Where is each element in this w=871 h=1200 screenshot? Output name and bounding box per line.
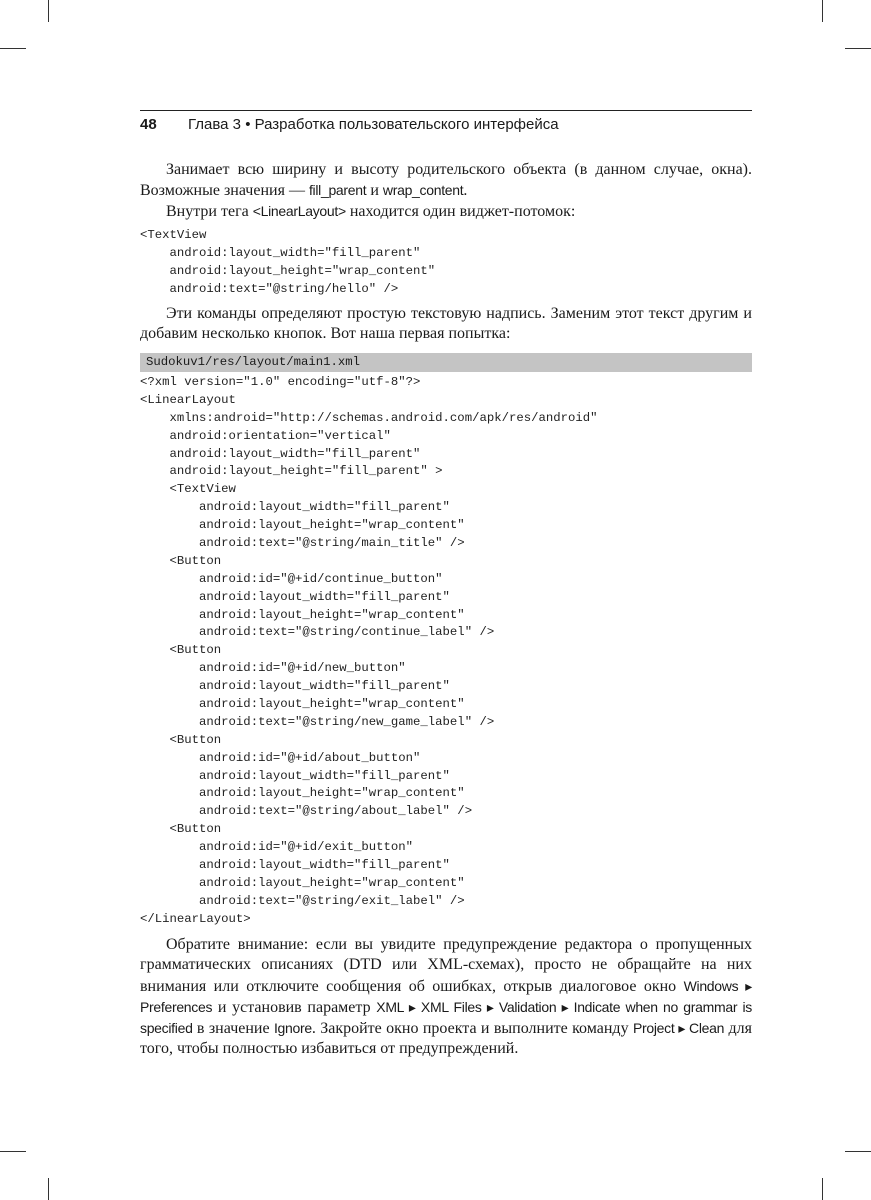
paragraph-text: Внутри тега (166, 203, 253, 220)
code-line: android:layout_width="fill_parent" (140, 589, 450, 604)
paragraph-text: и установив параметр (212, 998, 377, 1016)
code-line: <LinearLayout (140, 392, 236, 407)
code-file-caption: Sudokuv1/res/layout/main1.xml (140, 353, 752, 372)
crop-mark (845, 1151, 871, 1152)
code-line: android:id="@+id/continue_button" (140, 571, 443, 586)
inline-term: <LinearLayout> (252, 203, 346, 219)
inline-term: wrap_content (382, 182, 464, 199)
paragraph (140, 201, 752, 222)
code-line: xmlns:android="http://schemas.android.com/apk/res/android" (140, 410, 598, 425)
code-line: android:layout_width="fill_parent" (140, 245, 421, 260)
paragraph-text: для того, чтобы полностью избавиться от предупреждений. (140, 1020, 752, 1058)
page-number: 48 (140, 116, 157, 133)
paragraph-text: находится один виджет-потомок: (345, 203, 576, 220)
code-line: android:text="@string/hello" /> (140, 281, 399, 296)
code-line: android:layout_height="wrap_content" (140, 786, 465, 801)
code-line: <Button (140, 732, 222, 747)
paragraph (140, 160, 752, 202)
paragraph (140, 304, 752, 345)
running-header (140, 116, 559, 133)
code-line: android:layout_width="fill_parent" (140, 500, 450, 515)
paragraph-text: Обратите внимание: если вы увидите предупреждение редактора о пропущенных грамматических описаниях (DTD или XML-схемах), просто не обращайте на них внимания или отключите сообщения об ошибках, открыв диалоговое окно (140, 936, 752, 995)
code-line: android:text="@string/new_game_label" /> (140, 714, 495, 729)
code-line: android:id="@+id/new_button" (140, 661, 406, 676)
crop-mark (0, 1151, 26, 1152)
paragraph-text: . Закройте окно проекта и выполните команду (311, 1020, 633, 1038)
paragraph (140, 935, 752, 1060)
paragraph-text: . (463, 182, 468, 200)
code-line: android:layout_height="wrap_content" (140, 518, 465, 533)
code-line: android:layout_height="wrap_content" (140, 263, 436, 278)
inline-term: Project ▸ Clean (632, 1020, 725, 1037)
code-line: android:orientation="vertical" (140, 428, 391, 443)
code-line: android:layout_width="fill_parent" (140, 679, 450, 694)
header-rule (140, 110, 752, 111)
code-line: <Button (140, 822, 222, 837)
inline-term: fill_parent (308, 182, 367, 199)
crop-mark (845, 48, 871, 49)
code-line: android:layout_height="wrap_content" (140, 607, 465, 622)
code-line: <Button (140, 643, 222, 658)
code-line: android:layout_height="fill_parent" > (140, 464, 443, 479)
code-line: android:text="@string/exit_label" /> (140, 893, 465, 908)
chapter-title: Глава 3 • Разработка пользовательского интерфейса (188, 116, 559, 133)
code-line: android:layout_width="fill_parent" (140, 446, 421, 461)
code-line: android:text="@string/main_title" /> (140, 536, 465, 551)
code-line: android:layout_height="wrap_content" (140, 875, 465, 890)
code-line: <?xml version="1.0" encoding="utf-8"?> (140, 375, 421, 389)
code-line: android:layout_height="wrap_content" (140, 697, 465, 712)
inline-term: XML ▸ XML Files ▸ Validation ▸ Indicate when no grammar is specified (140, 998, 752, 1037)
code-line: <Button (140, 553, 222, 568)
inline-term: Windows ▸ Preferences (140, 977, 753, 1015)
code-line: android:id="@+id/about_button" (140, 750, 421, 765)
crop-mark (48, 1178, 49, 1200)
crop-mark (822, 1178, 823, 1200)
code-block (140, 227, 435, 299)
crop-mark (48, 0, 49, 22)
inline-term: Ignore (273, 1020, 312, 1037)
paragraph-text: Эти команды определяют простую текстовую надпись. Заменим этот текст другим и добавим несколько кнопок. Вот наша первая попытка: (140, 305, 752, 343)
crop-mark (0, 48, 26, 49)
code-line: android:layout_width="fill_parent" (140, 858, 450, 873)
paragraph-text: и (366, 182, 383, 200)
paragraph-text: в значение (192, 1020, 274, 1038)
code-line: android:text="@string/continue_label" /> (140, 625, 495, 640)
paragraph-text: Занимает всю ширину и высоту родительского объекта (в данном случае, окна). Возможные значения — (140, 161, 752, 200)
code-line: </LinearLayout> (140, 911, 251, 926)
code-line: android:id="@+id/exit_button" (140, 840, 414, 855)
code-line: <TextView (140, 228, 207, 242)
crop-mark (822, 0, 823, 22)
code-line: android:layout_width="fill_parent" (140, 768, 450, 783)
code-line: <TextView (140, 482, 236, 497)
code-block (140, 374, 598, 929)
code-line: android:text="@string/about_label" /> (140, 804, 473, 819)
